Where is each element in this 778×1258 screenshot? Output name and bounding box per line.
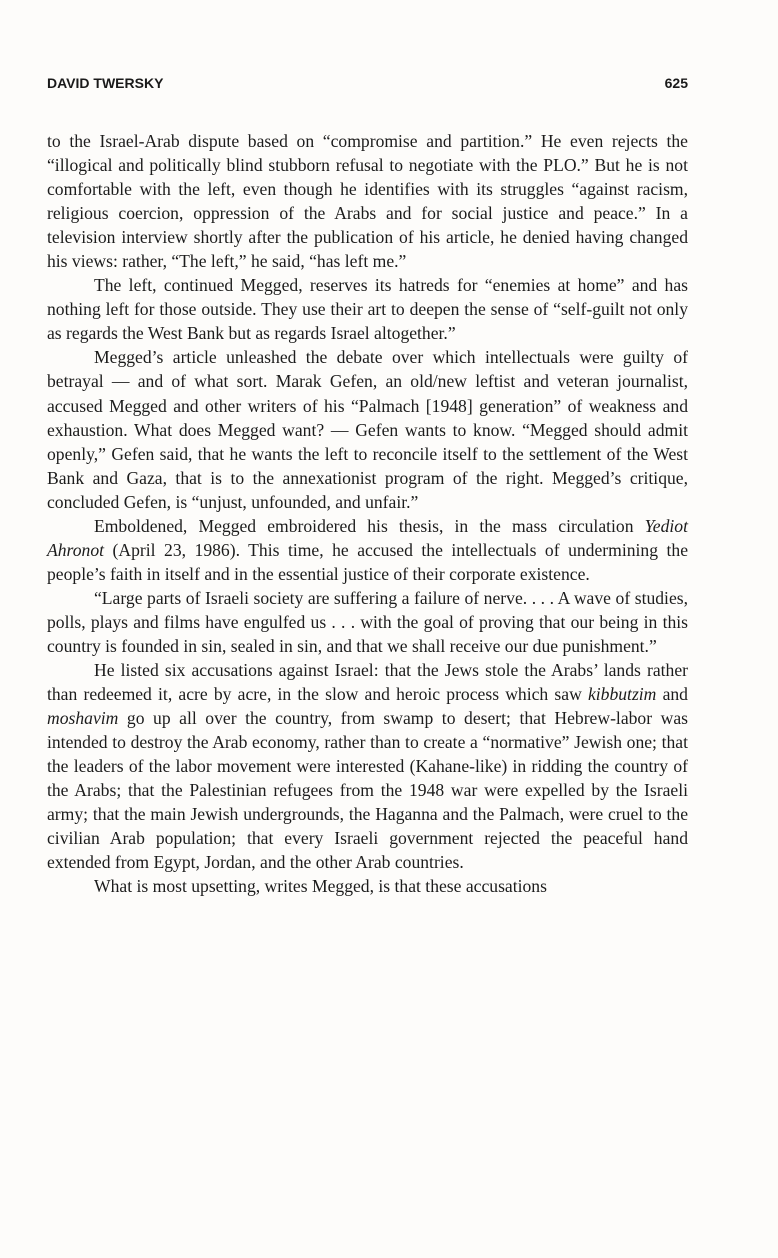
text-segment: and: [656, 684, 688, 705]
text-segment: to the Israel-Arab dispute based on “compromise and partition.” He even rejects the “illogical and politically blind stubborn refusal to negotiate with the PLO.” But he is not comfortable with the left, even though he identifies with its struggles “against racism, religious coercion, oppression of the Arabs and for social justice and peace.” In a television interview shortly after the publication of his article, he denied having changed his views: rather, “The left,” he said, “has left me.”: [47, 131, 688, 272]
running-head: [47, 75, 688, 97]
text-segment: go up all over the country, from swamp to desert; that Hebrew-labor was intended to destroy the Arab economy, rather than to create a “normative” Jewish one; that the leaders of the labor movement were interested (Kahane-like) in ridding the country of the Arabs; that the Palestinian refugees from the 1948 war were expelled by the Israeli army; that the main Jewish undergrounds, the Haganna and the Palmach, were cruel to the civilian Arab population; that every Israeli government rejected the peaceful hand extended from Egypt, Jordan, and the other Arab countries.: [47, 708, 688, 873]
body-text: [47, 129, 688, 899]
italic-term: kibbutzim: [587, 684, 657, 705]
paragraph: [47, 345, 688, 513]
paragraph: [47, 586, 688, 658]
text-segment: The left, continued Megged, reserves its hatreds for “enemies at home” and has nothing left for those outside. They use their art to deepen the sense of “self-guilt not only as regards the West Bank but as regards Israel altogether.”: [47, 275, 688, 344]
paragraph: [47, 273, 688, 345]
italic-term: Yediot Ahronot: [47, 515, 688, 560]
text-segment: “Large parts of Israeli society are suffering a failure of nerve. . . . A wave of studies, polls, plays and films have engulfed us . . . with the goal of proving that our being in this country is founded in sin, sealed in sin, and that we shall receive our due punishment.”: [47, 587, 688, 656]
text-segment: Megged’s article unleashed the debate over which intellectuals were guilty of betrayal — and of what sort. Marak Gefen, an old/new leftist and veteran journalist, accused Megged and other writers of his “Palmach [1948] generation” of weakness and exhaustion. What does Megged want? — Gefen wants to know. “Megged should admit openly,” Gefen said, that he wants the left to reconcile itself to the settlement of the West Bank and Gaza, that is to the annexationist program of the right. Megged’s critique, concluded Gefen, is “unjust, unfounded, and unfair.”: [47, 347, 688, 512]
page-number: 625: [664, 75, 688, 91]
text-segment: (April 23, 1986). This time, he accused the intellectuals of undermining the people’s faith in itself and in the essential justice of their corporate existence.: [47, 539, 688, 584]
text-segment: Emboldened, Megged embroidered his thesis, in the mass circulation: [94, 515, 645, 536]
paragraph: [47, 874, 688, 898]
running-head-author: DAVID TWERSKY: [47, 75, 164, 91]
text-segment: What is most upsetting, writes Megged, is that these accusations: [94, 876, 547, 897]
paragraph: [47, 658, 688, 874]
paragraph: [47, 514, 688, 586]
paragraph: [47, 129, 688, 273]
italic-term: moshavim: [47, 708, 119, 729]
text-segment: He listed six accusations against Israel: that the Jews stole the Arabs’ lands rather than redeemed it, acre by acre, in the slow and heroic process which saw: [47, 660, 688, 705]
